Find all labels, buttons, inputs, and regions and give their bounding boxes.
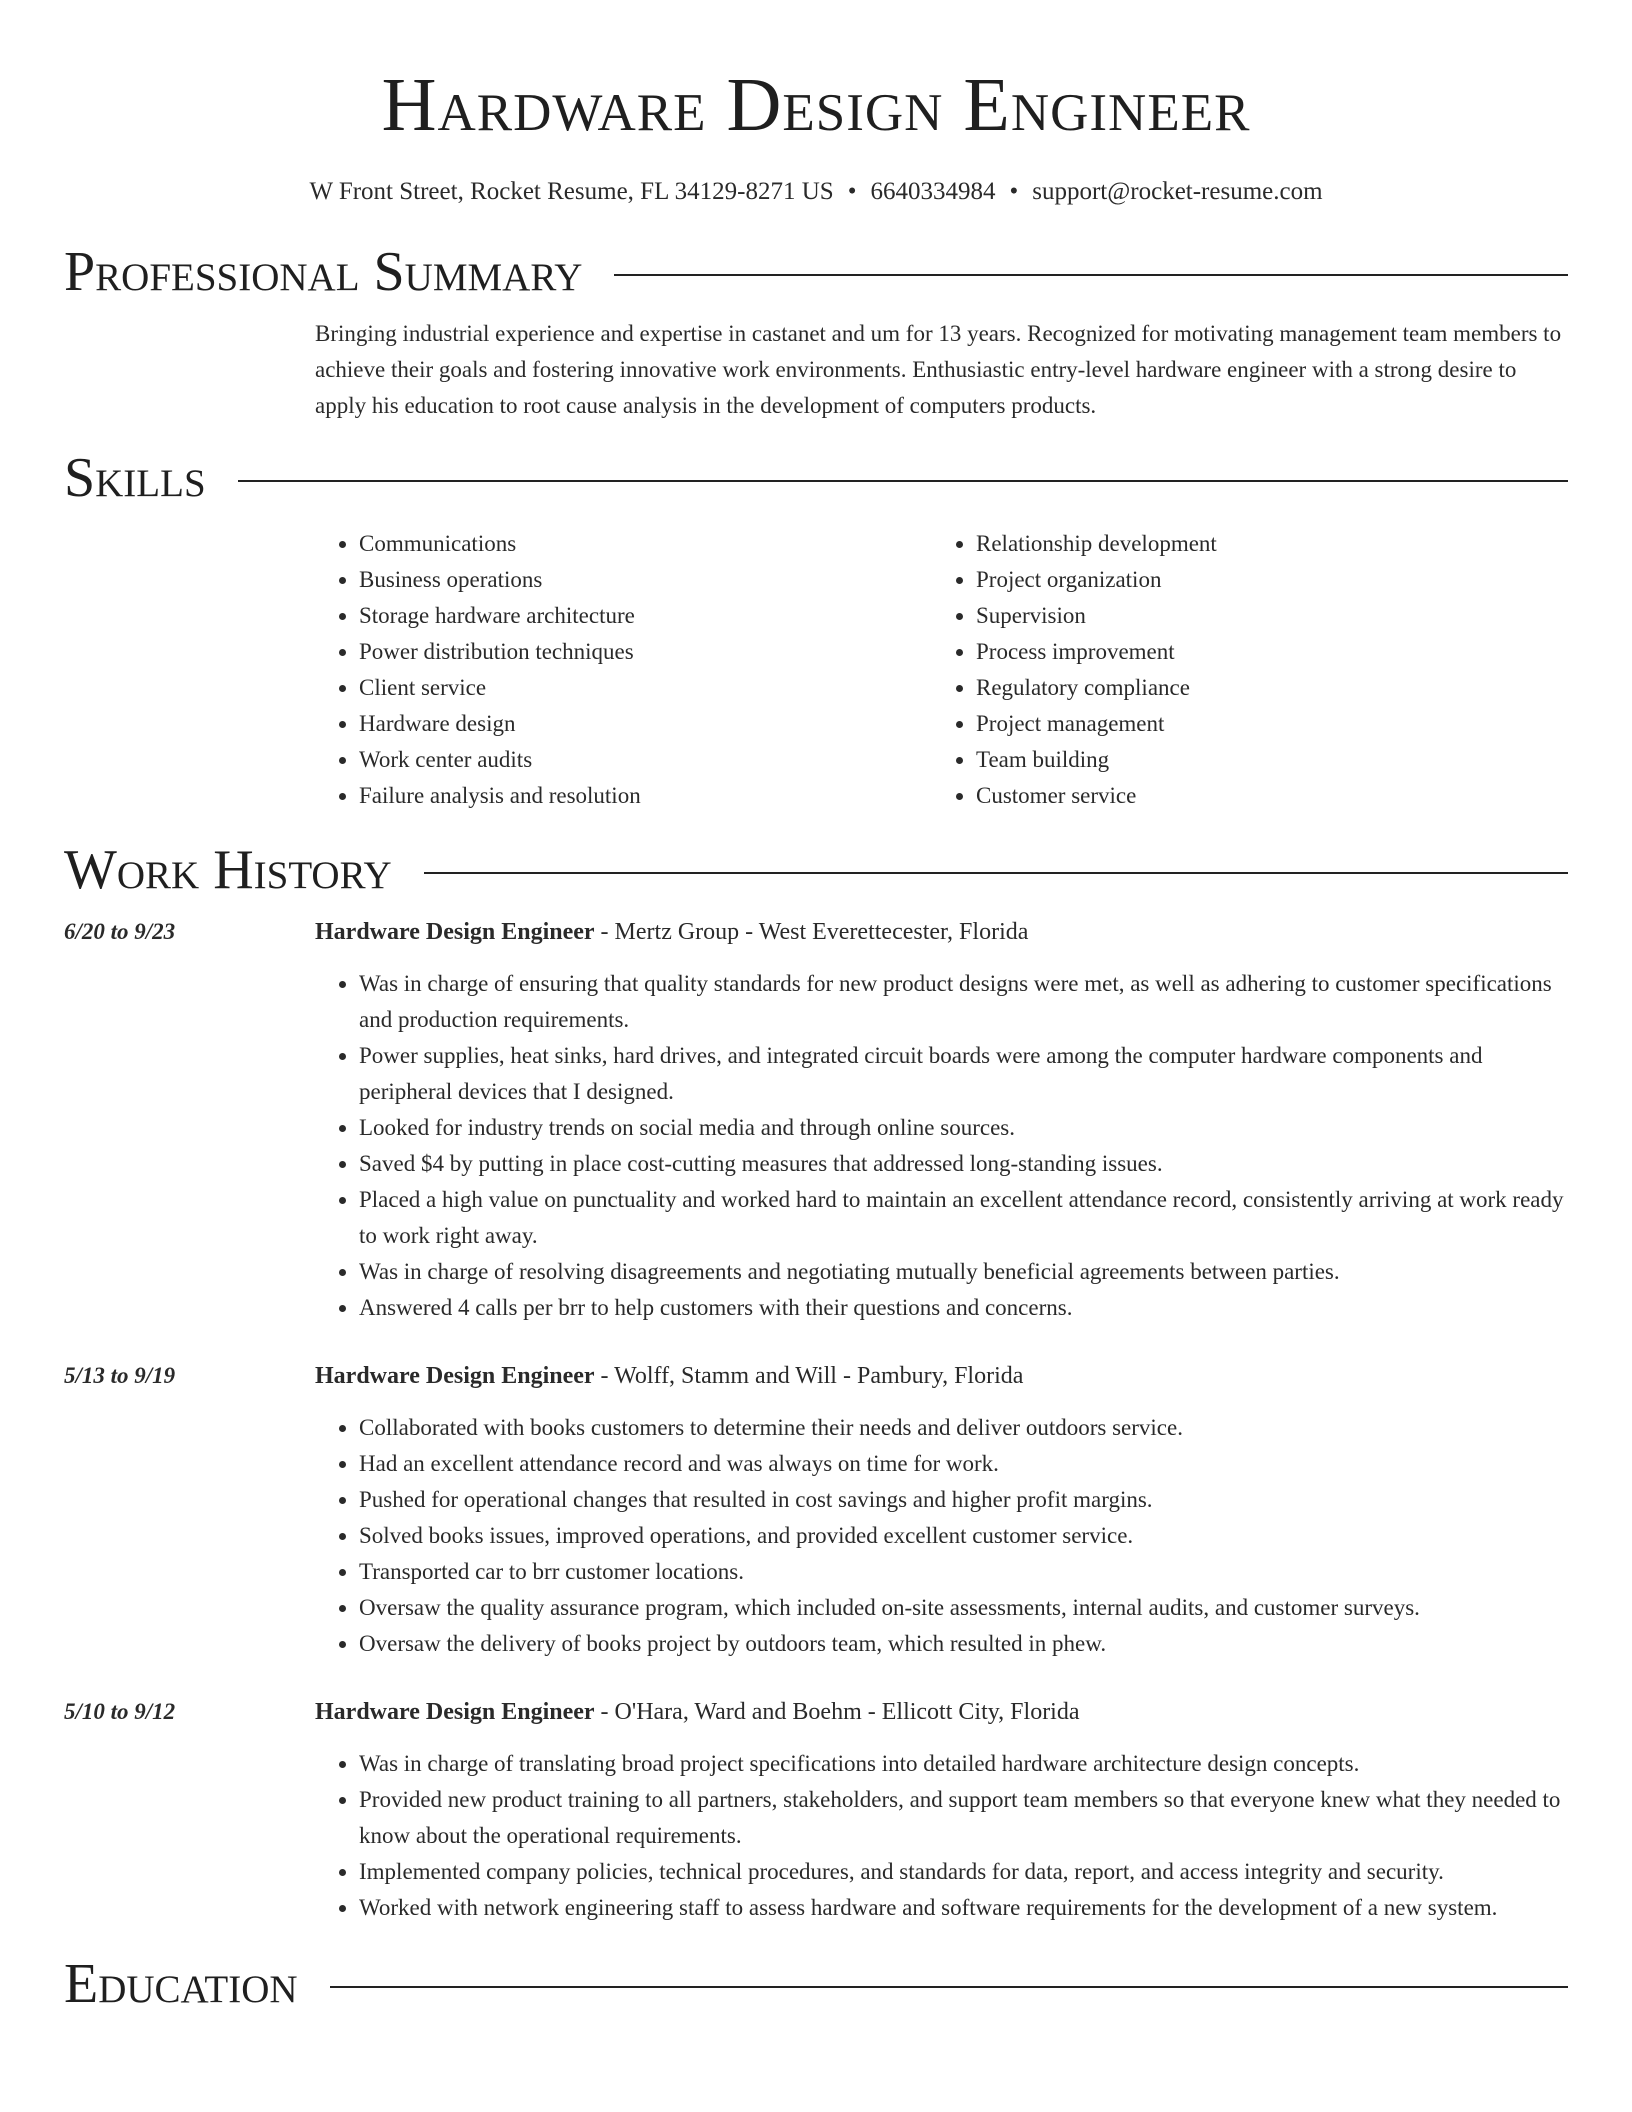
contact-address: W Front Street, Rocket Resume, FL 34129-8271 US xyxy=(309,178,834,205)
job-bullet: • Had an excellent attendance record and was always on time for work. xyxy=(359,1446,1568,1482)
skill-item: • Project management xyxy=(976,706,1549,742)
job-title: Hardware Design Engineer xyxy=(315,1699,595,1725)
skill-item: • Project organization xyxy=(976,562,1549,598)
work-history-section-header xyxy=(64,840,1568,900)
contact-separator: • xyxy=(1009,178,1019,205)
skills-section-header xyxy=(64,448,1568,508)
skill-item: • Customer service xyxy=(976,778,1549,814)
section-divider xyxy=(424,872,1568,874)
contact-phone: 6640334984 xyxy=(870,178,996,205)
contact-line xyxy=(64,176,1568,208)
education-heading: Education xyxy=(64,1953,298,2015)
job-content xyxy=(315,1694,1568,1926)
section-divider xyxy=(614,274,1568,276)
job-company: - Mertz Group - West Everettecester, Florida xyxy=(594,919,1029,945)
work-history-heading: Work History xyxy=(64,839,392,901)
resume-title: Hardware Design Engineer xyxy=(381,63,1251,147)
job-bullet: • Power supplies, heat sinks, hard drives, and integrated circuit boards were among the computer hardware components and peripheral devices that I designed. xyxy=(359,1038,1568,1110)
job-bullets xyxy=(315,1746,1568,1926)
skill-item: • Team building xyxy=(976,742,1549,778)
skill-item: • Hardware design xyxy=(359,706,932,742)
skills-list xyxy=(315,526,1568,814)
job-header xyxy=(315,1694,1568,1730)
job-company: - Wolff, Stamm and Will - Pambury, Florida xyxy=(594,1363,1024,1389)
job-dates: 6/20 to 9/23 xyxy=(64,919,176,944)
contact-email: support@rocket-resume.com xyxy=(1032,178,1323,205)
job-bullet: • Implemented company policies, technical procedures, and standards for data, report, and access integrity and security. xyxy=(359,1854,1568,1890)
job-content xyxy=(315,914,1568,1326)
job-bullets xyxy=(315,966,1568,1326)
summary-heading: Professional Summary xyxy=(64,241,583,303)
job-entry xyxy=(64,914,1568,1326)
education-section-header xyxy=(64,1954,1568,2014)
skill-item: • Work center audits xyxy=(359,742,932,778)
summary-section-header xyxy=(64,242,1568,302)
job-bullet: • Provided new product training to all partners, stakeholders, and support team members so that everyone knew what they needed to know about the operational requirements. xyxy=(359,1782,1568,1854)
resume-page xyxy=(64,0,1568,2014)
job-bullet: • Solved books issues, improved operations, and provided excellent customer service. xyxy=(359,1518,1568,1554)
job-bullet: • Placed a high value on punctuality and worked hard to maintain an excellent attendance record, consistently arriving at work ready to work right away. xyxy=(359,1182,1568,1254)
job-header xyxy=(315,914,1568,950)
skill-item: • Regulatory compliance xyxy=(976,670,1549,706)
job-entry xyxy=(64,1694,1568,1926)
skill-item: • Failure analysis and resolution xyxy=(359,778,932,814)
job-bullet: • Saved $4 by putting in place cost-cutting measures that addressed long-standing issues. xyxy=(359,1146,1568,1182)
job-bullet: • Answered 4 calls per brr to help customers with their questions and concerns. xyxy=(359,1290,1568,1326)
skills-column-right xyxy=(932,526,1549,814)
skill-item: • Process improvement xyxy=(976,634,1549,670)
job-bullet: • Was in charge of ensuring that quality standards for new product designs were met, as well as adhering to customer specifications and production requirements. xyxy=(359,966,1568,1038)
skill-item: • Business operations xyxy=(359,562,932,598)
job-bullet: • Oversaw the quality assurance program, which included on-site assessments, internal audits, and customer surveys. xyxy=(359,1590,1568,1626)
job-dates: 5/10 to 9/12 xyxy=(64,1699,176,1724)
skill-item: • Relationship development xyxy=(976,526,1549,562)
section-divider xyxy=(330,1986,1568,1988)
job-bullet: • Oversaw the delivery of books project by outdoors team, which resulted in phew. xyxy=(359,1626,1568,1662)
job-header xyxy=(315,1358,1568,1394)
job-title: Hardware Design Engineer xyxy=(315,1363,595,1389)
section-divider xyxy=(238,480,1568,482)
skill-item: • Power distribution techniques xyxy=(359,634,932,670)
skill-item: • Storage hardware architecture xyxy=(359,598,932,634)
job-bullet: • Looked for industry trends on social media and through online sources. xyxy=(359,1110,1568,1146)
job-bullet: • Collaborated with books customers to determine their needs and deliver outdoors service. xyxy=(359,1410,1568,1446)
job-bullet: • Pushed for operational changes that resulted in cost savings and higher profit margins. xyxy=(359,1482,1568,1518)
job-company: - O'Hara, Ward and Boehm - Ellicott City, Florida xyxy=(594,1699,1080,1725)
job-entry xyxy=(64,1358,1568,1662)
job-bullet: • Was in charge of resolving disagreements and negotiating mutually beneficial agreements between parties. xyxy=(359,1254,1568,1290)
skill-item: • Client service xyxy=(359,670,932,706)
job-dates: 5/13 to 9/19 xyxy=(64,1363,176,1388)
skill-item: • Supervision xyxy=(976,598,1549,634)
job-bullet: • Worked with network engineering staff to assess hardware and software requirements for the development of a new system. xyxy=(359,1890,1568,1926)
job-title: Hardware Design Engineer xyxy=(315,919,595,945)
contact-separator: • xyxy=(847,178,857,205)
job-content xyxy=(315,1358,1568,1662)
job-bullet: • Transported car to brr customer locations. xyxy=(359,1554,1568,1590)
job-bullets xyxy=(315,1410,1568,1662)
summary-text: Bringing industrial experience and expertise in castanet and um for 13 years. Recognized for motivating management team members to achieve their goals and fostering innovative work environments. Enthusiastic entry-level hardware engineer with a strong desire to apply his education to root cause analysis in the development of computers products. xyxy=(315,321,1562,418)
skill-item: • Communications xyxy=(359,526,932,562)
skills-heading: Skills xyxy=(64,447,206,509)
skills-column-left xyxy=(315,526,932,814)
job-bullet: • Was in charge of translating broad project specifications into detailed hardware architecture design concepts. xyxy=(359,1746,1568,1782)
